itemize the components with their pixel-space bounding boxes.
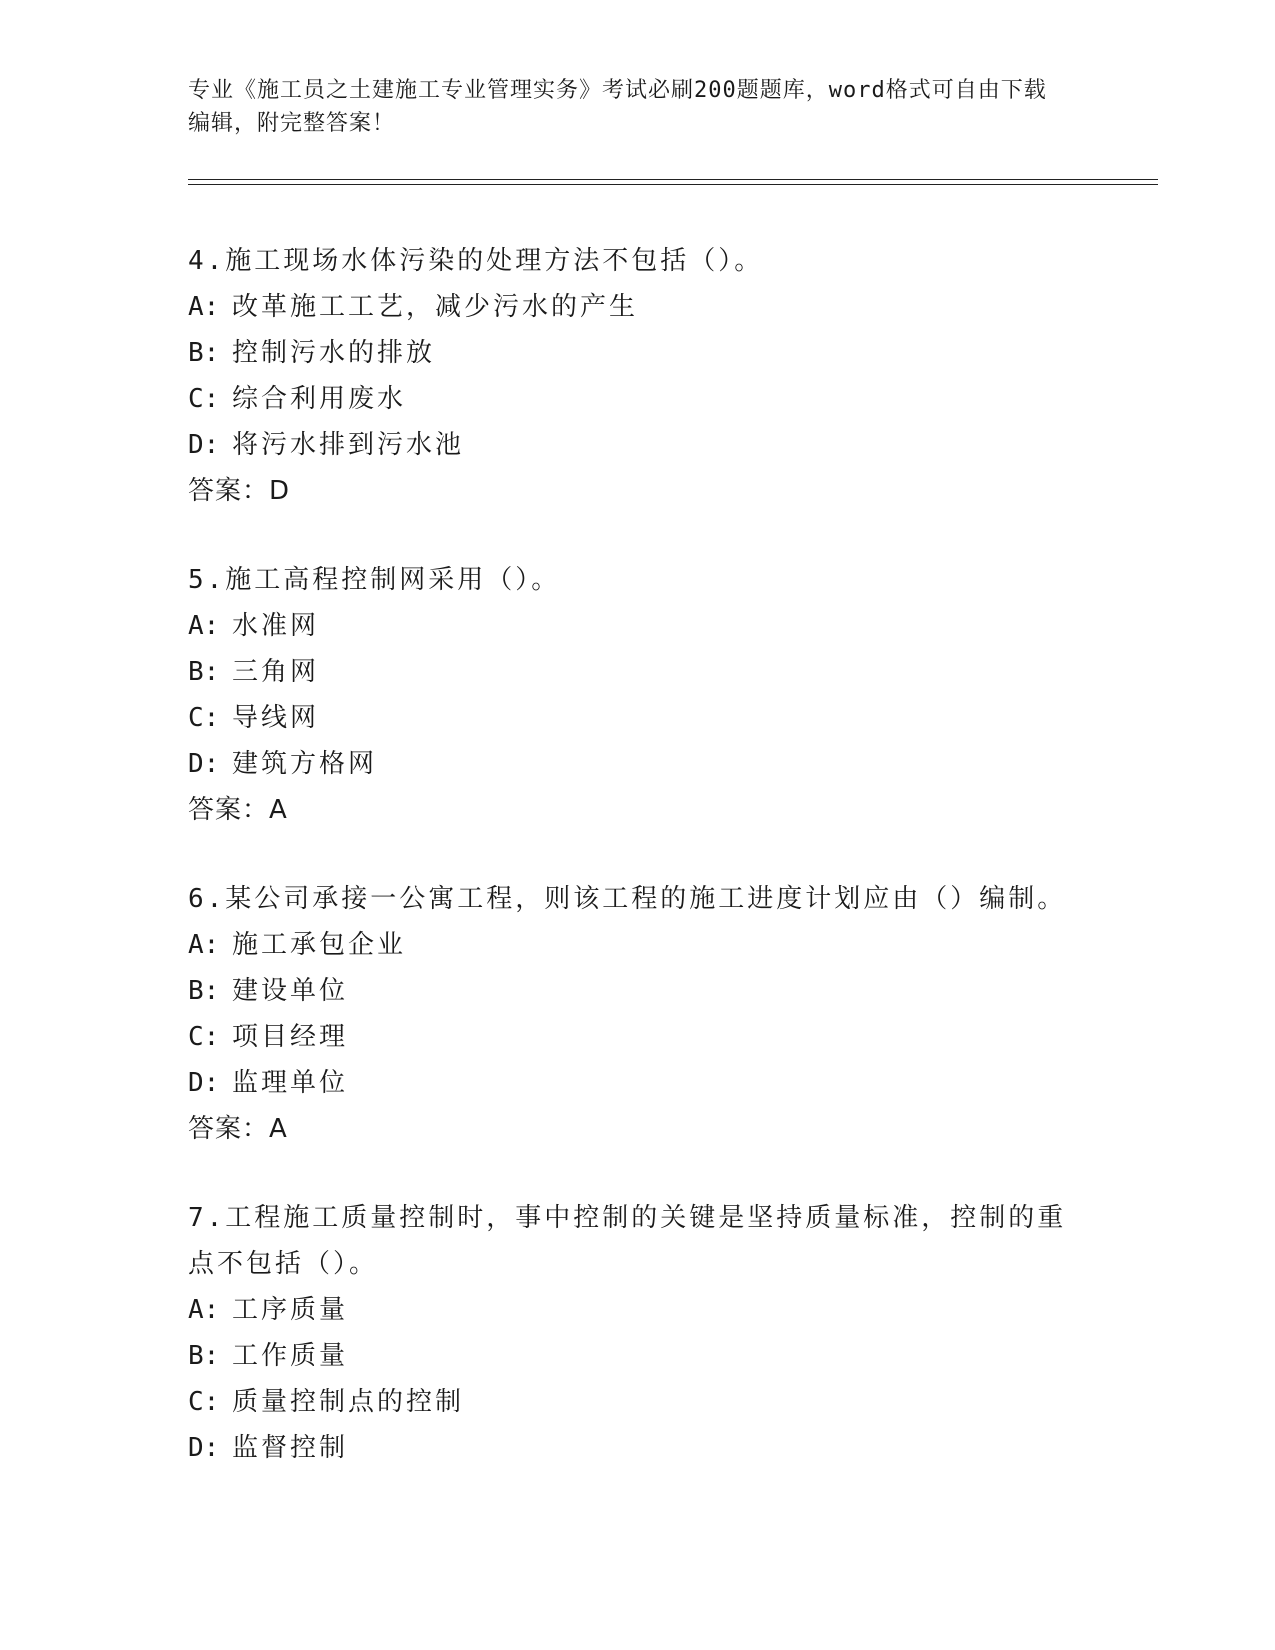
option-text: 质量控制点的控制 — [232, 1387, 465, 1417]
option-text: 三角网 — [232, 657, 320, 687]
option-letter: A: — [188, 1295, 220, 1325]
option-letter: B: — [188, 1341, 220, 1371]
option-text: 监督控制 — [232, 1433, 349, 1463]
option-a — [188, 603, 1088, 649]
option-text: 工作质量 — [232, 1341, 349, 1371]
option-letter: B: — [188, 338, 220, 368]
option-letter: D: — [188, 1433, 220, 1463]
option-a — [188, 1287, 1088, 1333]
option-letter: A: — [188, 611, 220, 641]
option-text: 水准网 — [232, 611, 320, 641]
option-text: 控制污水的排放 — [232, 338, 436, 368]
option-letter: B: — [188, 976, 220, 1006]
question-stem: 6.某公司承接一公寓工程，则该工程的施工进度计划应由（）编制。 — [188, 884, 1067, 914]
question-stem: 7.工程施工质量控制时，事中控制的关键是坚持质量标准，控制的重点不包括（）。 — [188, 1203, 1067, 1279]
option-letter: A: — [188, 292, 220, 322]
option-d — [188, 1060, 1088, 1106]
document-header: 专业《施工员之土建施工专业管理实务》考试必刷200题题库，word格式可自由下载编辑，附完整答案！ — [188, 78, 1047, 136]
option-letter: C: — [188, 384, 220, 414]
option-text: 建筑方格网 — [232, 749, 378, 779]
question-5 — [188, 557, 1088, 833]
question-7 — [188, 1195, 1088, 1471]
option-text: 建设单位 — [232, 976, 349, 1006]
option-text: 改革施工工艺，减少污水的产生 — [232, 292, 639, 322]
question-list — [188, 238, 1088, 1514]
option-letter: A: — [188, 930, 220, 960]
option-letter: C: — [188, 703, 220, 733]
option-b — [188, 330, 1088, 376]
option-letter: D: — [188, 430, 220, 460]
answer-line: 答案：D — [188, 476, 291, 506]
option-text: 监理单位 — [232, 1068, 349, 1098]
option-a — [188, 284, 1088, 330]
option-b — [188, 968, 1088, 1014]
option-a — [188, 922, 1088, 968]
option-letter: C: — [188, 1022, 220, 1052]
option-text: 施工承包企业 — [232, 930, 407, 960]
option-text: 项目经理 — [232, 1022, 349, 1052]
option-letter: D: — [188, 749, 220, 779]
option-d — [188, 741, 1088, 787]
option-text: 导线网 — [232, 703, 320, 733]
header-divider-top — [188, 179, 1158, 180]
option-letter: C: — [188, 1387, 220, 1417]
option-c — [188, 376, 1088, 422]
option-d — [188, 1425, 1088, 1471]
option-b — [188, 649, 1088, 695]
question-6 — [188, 876, 1088, 1152]
option-b — [188, 1333, 1088, 1379]
question-4 — [188, 238, 1088, 514]
option-text: 将污水排到污水池 — [232, 430, 465, 460]
header-divider-bottom — [188, 184, 1158, 185]
answer-line: 答案：A — [188, 1114, 288, 1144]
question-stem: 5.施工高程控制网采用（）。 — [188, 565, 561, 595]
option-c — [188, 1014, 1088, 1060]
option-d — [188, 422, 1088, 468]
answer-line: 答案：A — [188, 795, 288, 825]
option-c — [188, 1379, 1088, 1425]
option-text: 综合利用废水 — [232, 384, 407, 414]
option-letter: B: — [188, 657, 220, 687]
question-stem: 4.施工现场水体污染的处理方法不包括（）。 — [188, 246, 764, 276]
option-text: 工序质量 — [232, 1295, 349, 1325]
option-c — [188, 695, 1088, 741]
option-letter: D: — [188, 1068, 220, 1098]
